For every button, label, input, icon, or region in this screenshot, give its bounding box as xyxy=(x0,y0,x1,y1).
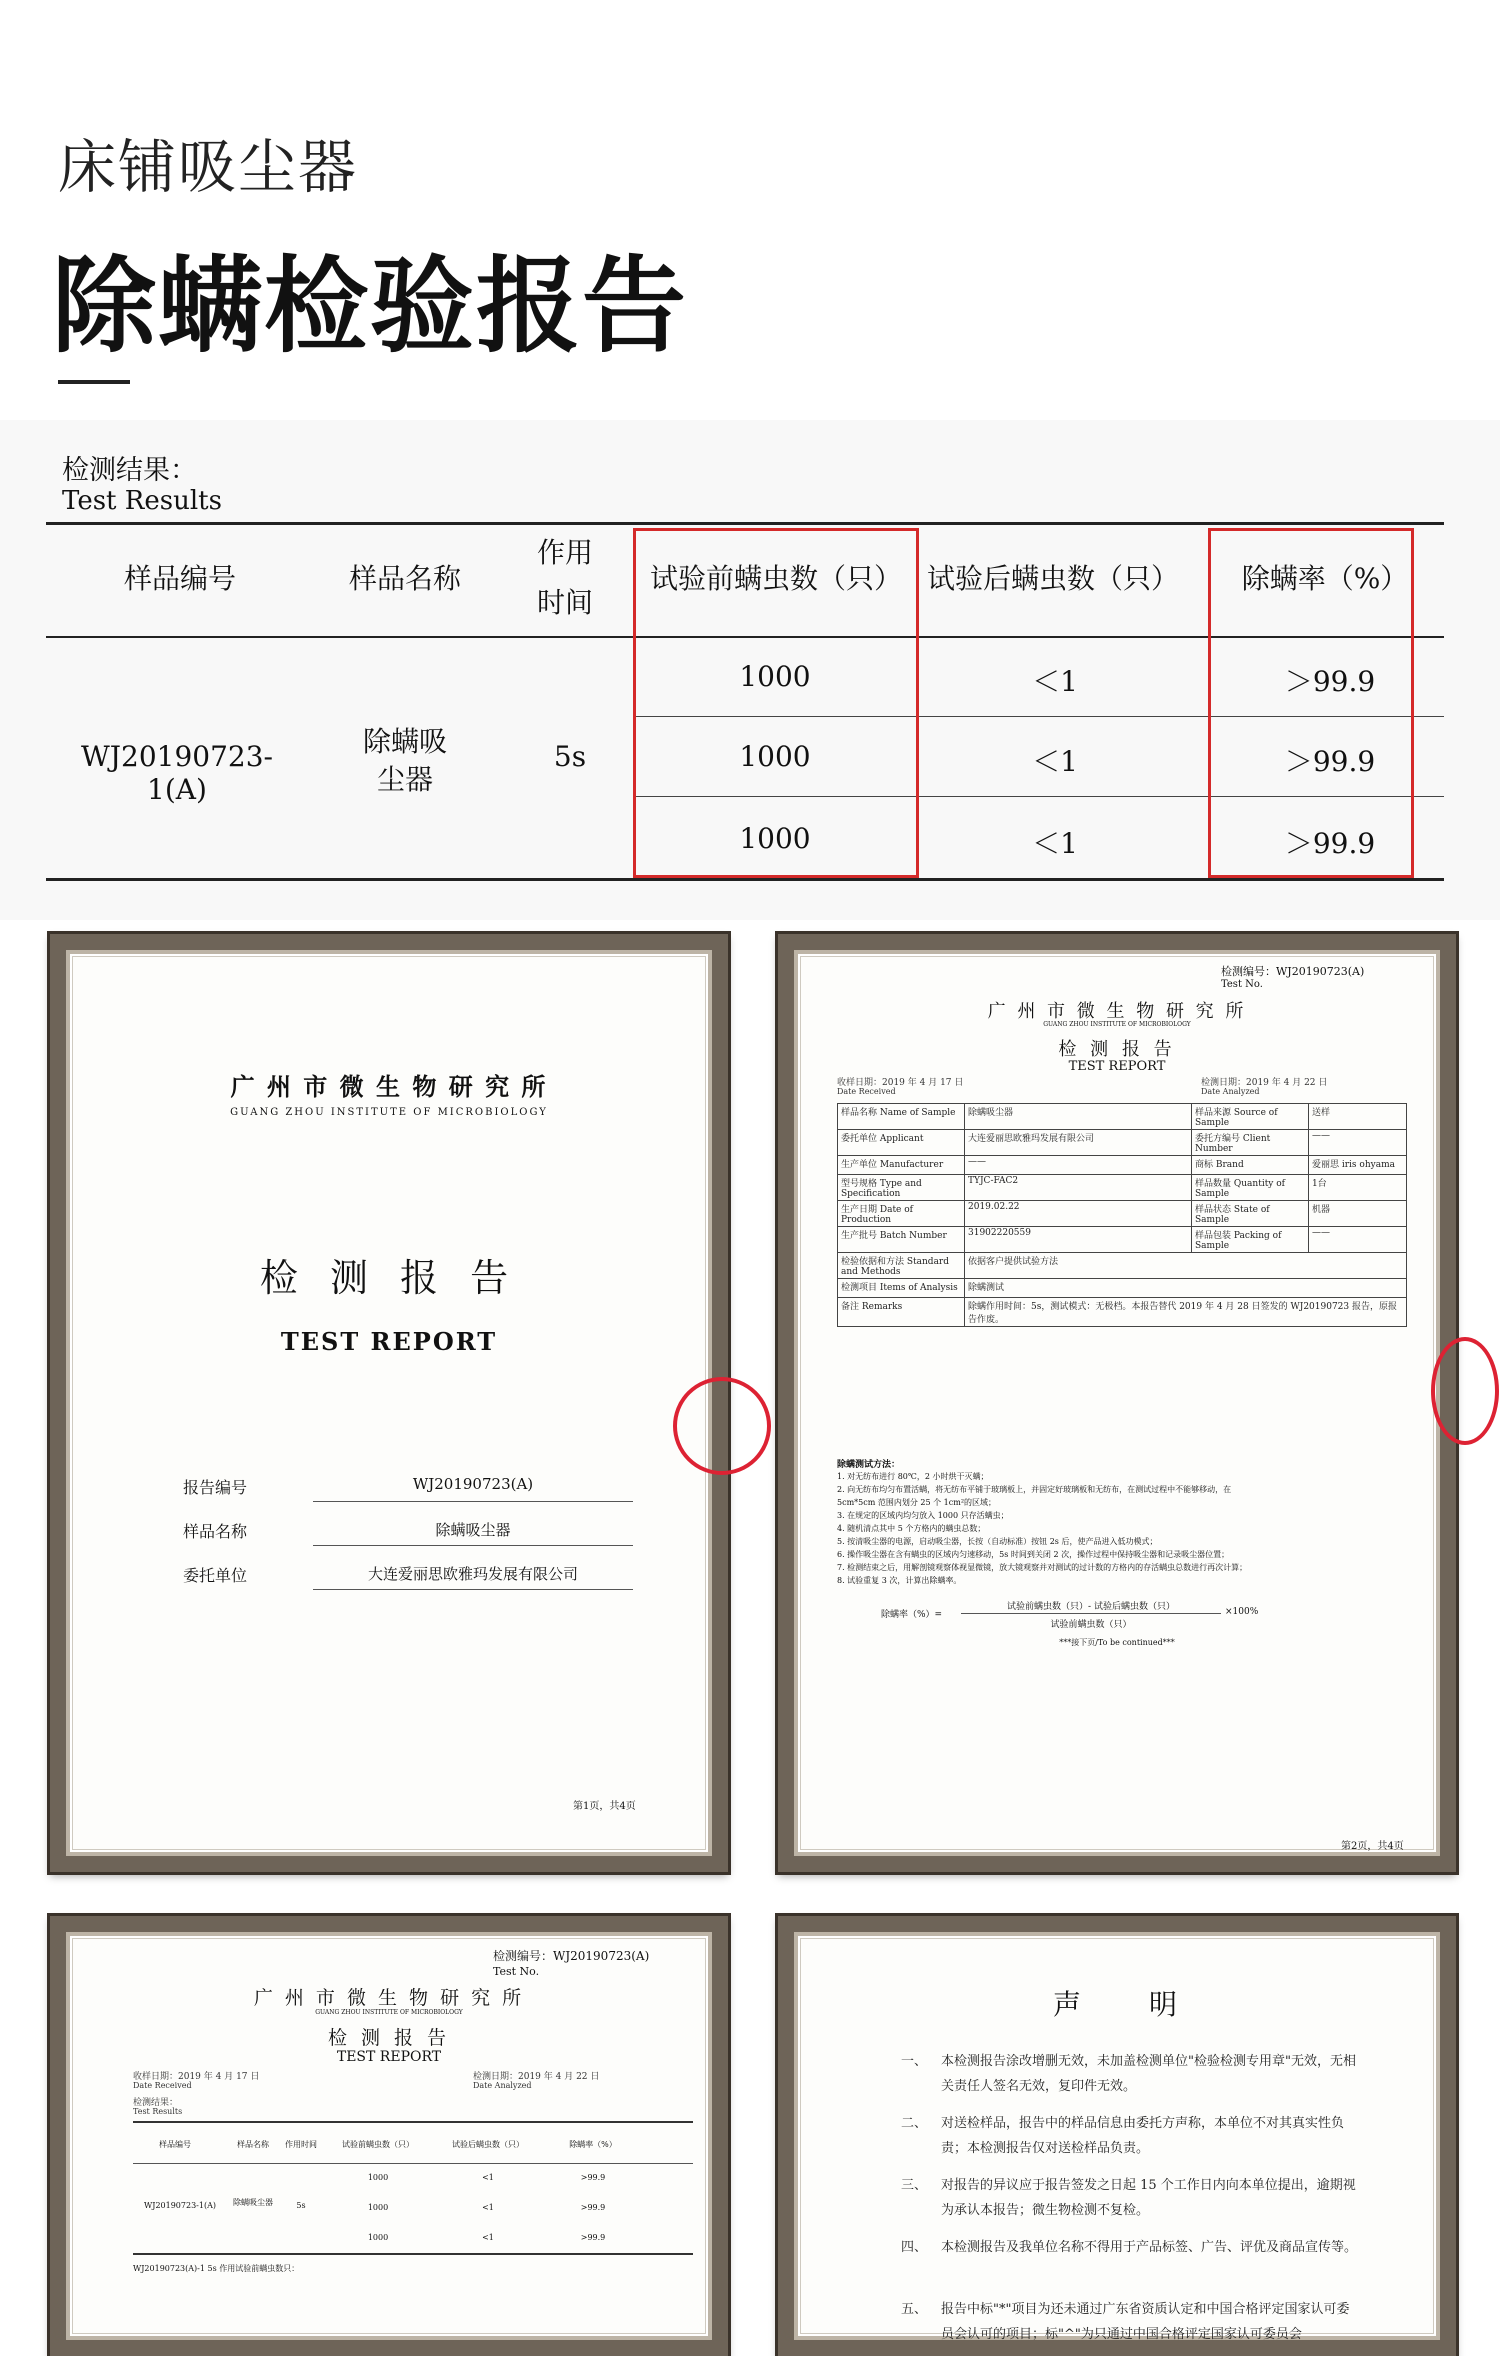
declaration-text: 本检测报告涂改增删无效，未加盖检测单位"检验检测专用章"无效，无相关责任人签名无效，复印件无效。 xyxy=(941,2054,1356,2094)
institute-name-en: GUANG ZHOU INSTITUTE OF MICROBIOLOGY xyxy=(230,1107,548,1118)
col-before: 试验前螨虫数（只） xyxy=(649,562,902,595)
table-cell: 依据客户提供试验方法 xyxy=(965,1253,1407,1279)
col-header: 样品编号 xyxy=(159,2140,191,2149)
certificate-cover xyxy=(50,934,728,1872)
cell-after: <1 xyxy=(482,2173,494,2182)
certificate-results-page xyxy=(50,1916,728,2356)
table-bottom-rule xyxy=(46,878,1444,881)
institute-name: 广 州 市 微 生 物 研 究 所 xyxy=(987,1001,1247,1022)
cell-sample-name-2: 尘器 xyxy=(376,763,433,796)
date-received-en: Date Received xyxy=(133,2081,192,2090)
field-label: 报告编号 xyxy=(183,1478,248,1497)
declaration-title: 声 明 xyxy=(1052,1988,1181,2021)
table-cell: 机器 xyxy=(1309,1201,1407,1227)
page-number: 第2页，共4页 xyxy=(1341,1841,1404,1852)
table-cell: 除螨作用时间：5s，测试模式：无极档。本报告替代 2019 年 4 月 28 日签发的 WJ20190723 报告，原报告作废。 xyxy=(965,1298,1407,1327)
field-underline xyxy=(313,1589,633,1590)
method-line: 6. 操作吸尘器在含有螨虫的区域内匀速移动，5s 时间到关闭 2 次，操作过程中保持吸尘器和记录吸尘器位置； xyxy=(837,1550,1230,1559)
official-seal xyxy=(673,1377,771,1475)
declaration-text: 对报告的异议应于报告签发之日起 15 个工作日内向本单位提出，逾期视为承认本报告；微生物检测不复检。 xyxy=(941,2178,1356,2218)
table-cell: 2019.02.22 xyxy=(965,1201,1192,1227)
table-row xyxy=(838,1201,1407,1227)
col-header: 作用时间 xyxy=(285,2140,317,2149)
declaration-number: 五、 xyxy=(901,2302,928,2317)
sample-info-table xyxy=(837,1103,1407,1327)
table-row xyxy=(838,1130,1407,1156)
official-seal xyxy=(1431,1337,1499,1445)
col-time-line1: 作用 xyxy=(536,536,593,569)
date-analyzed-en: Date Analyzed xyxy=(1201,1087,1260,1096)
results-footnote: WJ20190723(A)-1 5s 作用试验前螨虫数只： xyxy=(133,2264,300,2273)
table-cell: 样品名称 Name of Sample xyxy=(838,1104,965,1130)
highlight-rate-column xyxy=(1208,528,1414,878)
field-value: WJ20190723(A) xyxy=(412,1475,534,1493)
field-underline xyxy=(313,1501,633,1502)
method-line: 5cm*5cm 范围内划分 25 个 1cm²的区域； xyxy=(837,1498,997,1507)
cell-rate: >99.9 xyxy=(580,2233,606,2242)
table-cell: 委托单位 Applicant xyxy=(838,1130,965,1156)
cell-rate: >99.9 xyxy=(580,2173,606,2182)
table-cell: 样品来源 Source of Sample xyxy=(1192,1104,1309,1130)
table-cell: 备注 Remarks xyxy=(838,1298,965,1327)
test-number: 检测编号：WJ20190723(A) xyxy=(1221,965,1365,978)
date-received-en: Date Received xyxy=(837,1087,896,1096)
col-after: 试验后螨虫数（只） xyxy=(926,562,1179,595)
table-cell: TYJC-FAC2 xyxy=(965,1175,1192,1201)
method-line: 7. 检测结束之后，用解剖镜观察体视显微镜，放大镜观察并对测试的过计数的方格内的存活螨虫总数进行再次计算； xyxy=(837,1563,1248,1572)
method-title: 除螨测试方法： xyxy=(837,1460,901,1470)
table-row xyxy=(838,1175,1407,1201)
declaration-text: 对送检样品，报告中的样品信息由委托方声称，本单位不对其真实性负责；本检测报告仅对送检样品负责。 xyxy=(941,2116,1345,2156)
table-cell: 31902220559 xyxy=(965,1227,1192,1253)
test-number-en: Test No. xyxy=(493,1965,540,1978)
col-header: 除螨率（%） xyxy=(569,2140,617,2149)
date-analyzed: 检测日期：2019 年 4 月 22 日 xyxy=(473,2072,600,2082)
declaration-number: 一、 xyxy=(901,2054,928,2069)
institute-name: 广 州 市 微 生 物 研 究 所 xyxy=(230,1072,548,1101)
highlight-before-column xyxy=(633,528,919,878)
col-sample-name: 样品名称 xyxy=(348,562,461,595)
table-cell: 生产单位 Manufacturer xyxy=(838,1156,965,1175)
table-row xyxy=(838,1156,1407,1175)
table-cell: —— xyxy=(1309,1130,1407,1156)
cell-before: 1000 xyxy=(739,822,811,855)
certificate-report-page xyxy=(778,934,1456,1872)
test-number: 检测编号：WJ20190723(A) xyxy=(493,1949,650,1963)
cell-before: 1000 xyxy=(739,660,811,693)
cell-after: <1 xyxy=(482,2203,494,2212)
col-header: 样品名称 xyxy=(237,2140,269,2149)
table-cell: 样品状态 State of Sample xyxy=(1192,1201,1309,1227)
table-header-rule xyxy=(133,2163,693,2164)
date-analyzed-en: Date Analyzed xyxy=(473,2081,532,2090)
cell-sample-no: WJ20190723-1(A) xyxy=(144,2201,216,2210)
report-title-en: TEST REPORT xyxy=(280,1327,498,1356)
declaration-text: 本检测报告及我单位名称不得用于产品标签、广告、评优及商品宣传等。 xyxy=(941,2240,1358,2255)
continued-note: ***接下页/To be continued*** xyxy=(1059,1638,1175,1647)
method-line: 3. 在规定的区域内均匀放入 1000 只存活螨虫； xyxy=(837,1511,1009,1520)
date-analyzed: 检测日期：2019 年 4 月 22 日 xyxy=(1201,1078,1328,1088)
field-value: 大连爱丽思欧雅玛发展有限公司 xyxy=(367,1565,578,1583)
col-rate: 除螨率（%） xyxy=(1241,562,1409,595)
table-row xyxy=(838,1227,1407,1253)
test-number-en: Test No. xyxy=(1221,979,1263,990)
field-underline xyxy=(313,1545,633,1546)
col-header: 试验前螨虫数（只） xyxy=(342,2140,414,2149)
method-line: 4. 随机清点其中 5 个方格内的螨虫总数； xyxy=(837,1524,986,1533)
page-subtitle: 床铺吸尘器 xyxy=(58,133,359,201)
cell-after: ＜1 xyxy=(1032,827,1078,860)
table-bottom-rule xyxy=(133,2253,693,2255)
table-cell: 送样 xyxy=(1309,1104,1407,1130)
table-cell: 除螨测试 xyxy=(965,1279,1407,1298)
results-label-en: Test Results xyxy=(133,2107,183,2116)
page-number: 第1页，共4页 xyxy=(573,1801,636,1812)
results-label-en: Test Results xyxy=(62,486,222,516)
col-time-line2: 时间 xyxy=(536,586,593,619)
table-row xyxy=(838,1279,1407,1298)
field-label: 委托单位 xyxy=(183,1566,248,1585)
table-cell: 生产日期 Date of Production xyxy=(838,1201,965,1227)
results-label-cn: 检测结果： xyxy=(62,455,197,486)
cell-rate: ＞99.9 xyxy=(1284,827,1376,860)
report-title-en: TEST REPORT xyxy=(1068,1059,1166,1074)
table-cell: 生产批号 Batch Number xyxy=(838,1227,965,1253)
method-line: 2. 向无纺布均匀布置活螨，将无纺布平铺于玻璃板上，并固定好玻璃板和无纺布，在测试过程中不能够移动，在 xyxy=(837,1485,1232,1494)
cell-time: 5s xyxy=(553,740,587,773)
table-top-rule xyxy=(133,2121,693,2123)
declaration-number: 二、 xyxy=(901,2116,928,2131)
cell-time: 5s xyxy=(296,2201,306,2210)
formula-numerator: 试验前螨虫数（只）- 试验后螨虫数（只） xyxy=(1007,1602,1175,1612)
cell-before: 1000 xyxy=(367,2203,389,2212)
formula-tail: ×100% xyxy=(1225,1607,1259,1617)
report-title: 检 测 报 告 xyxy=(259,1256,519,1300)
formula-bar xyxy=(961,1613,1221,1614)
cell-before: 1000 xyxy=(367,2233,389,2242)
report-title: 检 测 报 告 xyxy=(1058,1039,1176,1060)
table-cell: 委托方编号 Client Number xyxy=(1192,1130,1309,1156)
cell-rate: ＞99.9 xyxy=(1284,745,1376,778)
table-cell: 样品包装 Packing of Sample xyxy=(1192,1227,1309,1253)
declaration-number: 四、 xyxy=(901,2240,928,2255)
institute-name-en: GUANG ZHOU INSTITUTE OF MICROBIOLOGY xyxy=(1043,1021,1191,1028)
certificate-declaration xyxy=(778,1916,1456,2356)
cell-after: <1 xyxy=(482,2233,494,2242)
table-cell: —— xyxy=(1309,1227,1407,1253)
table-row xyxy=(838,1104,1407,1130)
field-label: 样品名称 xyxy=(183,1522,248,1541)
cell-sample-name: 除螨吸尘器 xyxy=(233,2198,273,2207)
cell-sample-name-1: 除螨吸 xyxy=(362,725,447,758)
cell-rate: >99.9 xyxy=(580,2203,606,2212)
table-cell: 大连爱丽思欧雅玛发展有限公司 xyxy=(965,1130,1192,1156)
formula-left: 除螨率（%）= xyxy=(881,1610,943,1620)
table-cell: 型号规格 Type and Specification xyxy=(838,1175,965,1201)
declaration-text: 报告中标"*"项目为还未通过广东省资质认定和中国合格评定国家认可委员会认可的项目；标"^"为只通过中国合格评定国家认可委员会 xyxy=(941,2302,1350,2342)
field-value: 除螨吸尘器 xyxy=(435,1521,511,1539)
title-divider xyxy=(58,380,130,384)
cell-after: ＜1 xyxy=(1032,745,1078,778)
results-label: 检测结果： xyxy=(133,2098,179,2108)
table-top-rule xyxy=(46,522,1444,525)
col-header: 试验后螨虫数（只） xyxy=(452,2140,524,2149)
cell-before: 1000 xyxy=(739,740,811,773)
table-cell: 样品数量 Quantity of Sample xyxy=(1192,1175,1309,1201)
institute-name: 广 州 市 微 生 物 研 究 所 xyxy=(253,1987,525,2009)
table-row xyxy=(838,1253,1407,1279)
report-title: 检 测 报 告 xyxy=(327,2027,451,2049)
table-cell: 商标 Brand xyxy=(1192,1156,1309,1175)
date-received: 收样日期：2019 年 4 月 17 日 xyxy=(133,2072,260,2082)
date-received: 收样日期：2019 年 4 月 17 日 xyxy=(837,1078,964,1088)
table-cell: 检验依据和方法 Standard and Methods xyxy=(838,1253,965,1279)
cell-after: ＜1 xyxy=(1032,665,1078,698)
method-line: 5. 按清吸尘器的电源，启动吸尘器，长按（自动标准）按钮 2s 后，使产品进入低功模式； xyxy=(837,1537,1158,1546)
institute-name-en: GUANG ZHOU INSTITUTE OF MICROBIOLOGY xyxy=(315,2009,463,2016)
cell-before: 1000 xyxy=(367,2173,389,2182)
declaration-number: 三、 xyxy=(901,2178,928,2193)
table-cell: 爱丽思 iris ohyama xyxy=(1309,1156,1407,1175)
formula-denominator: 试验前螨虫数（只） xyxy=(1050,1620,1132,1630)
report-title-en: TEST REPORT xyxy=(336,2049,442,2065)
cell-sample-no: WJ20190723-1(A) xyxy=(81,740,273,806)
page-title: 除螨检验报告 xyxy=(52,245,689,367)
table-cell: —— xyxy=(965,1156,1192,1175)
method-line: 1. 对无纺布进行 80℃，2 小时烘干灭螨； xyxy=(837,1472,989,1481)
method-line: 8. 试验重复 3 次，计算出除螨率。 xyxy=(837,1576,962,1585)
cell-rate: ＞99.9 xyxy=(1284,665,1376,698)
table-row xyxy=(838,1298,1407,1327)
table-cell: 1台 xyxy=(1309,1175,1407,1201)
col-sample-no: 样品编号 xyxy=(123,562,236,595)
table-cell: 检测项目 Items of Analysis xyxy=(838,1279,965,1298)
table-cell: 除螨吸尘器 xyxy=(965,1104,1192,1130)
